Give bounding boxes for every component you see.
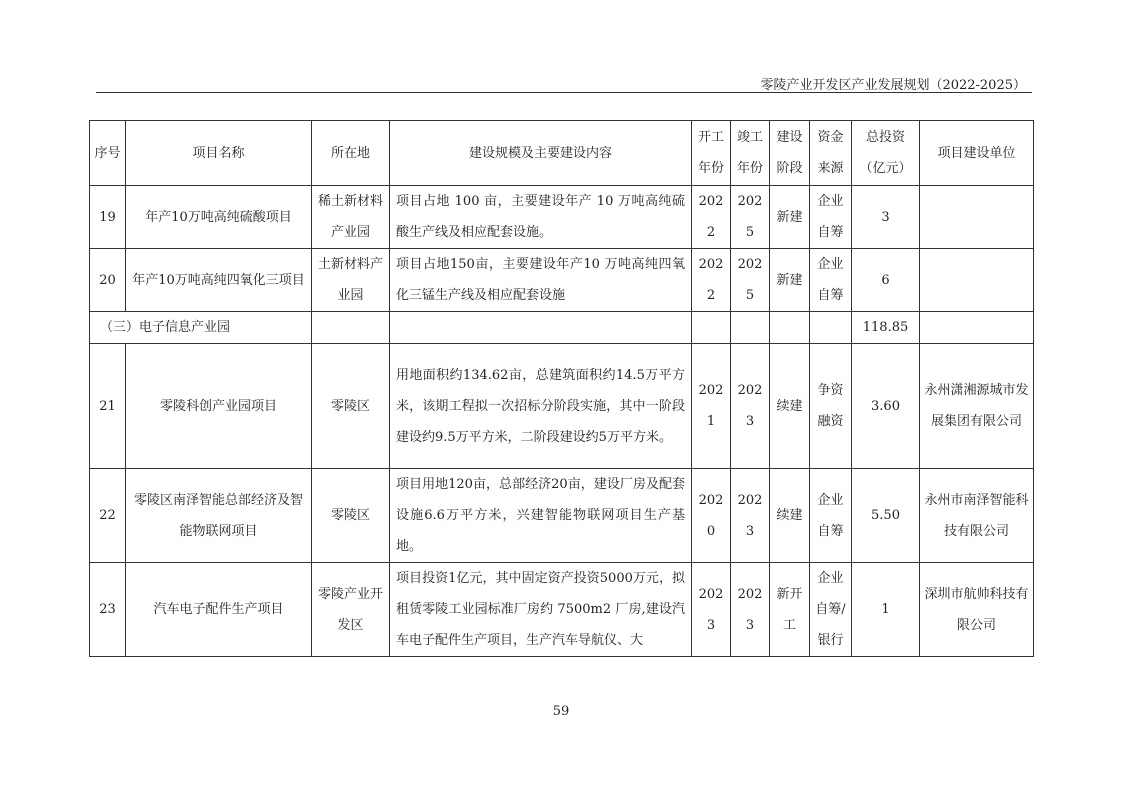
cell-no: 19 <box>90 186 126 249</box>
cell-unit: 深圳市航帅科技有限公司 <box>920 563 1034 657</box>
cell-location <box>312 312 390 344</box>
cell-fund: 企业自筹/银行 <box>810 563 852 657</box>
cell-stage: 新建 <box>770 249 810 312</box>
table-row <box>90 249 1034 312</box>
col-header-location: 所在地 <box>312 121 390 186</box>
cell-start-year <box>692 312 731 344</box>
cell-name: 汽车电子配件生产项目 <box>126 563 312 657</box>
category-title: （三）电子信息产业园 <box>90 312 312 344</box>
cell-fund <box>810 312 852 344</box>
col-header-content: 建设规模及主要建设内容 <box>390 121 692 186</box>
cell-no: 23 <box>90 563 126 657</box>
cell-start-year: 2020 <box>692 469 731 563</box>
col-header-fund: 资金来源 <box>810 121 852 186</box>
cell-end-year: 2025 <box>731 249 770 312</box>
cell-end-year: 2023 <box>731 344 770 469</box>
cell-name: 年产10万吨高纯四氧化三项目 <box>126 249 312 312</box>
cell-unit <box>920 186 1034 249</box>
cell-content: 项目用地120亩，总部经济20亩，建设厂房及配套设施6.6万平方米，兴建智能物联网项目生产基地。 <box>390 469 692 563</box>
cell-investment: 6 <box>852 249 920 312</box>
table-header-row <box>90 121 1034 186</box>
cell-end-year: 2023 <box>731 469 770 563</box>
cell-start-year: 2023 <box>692 563 731 657</box>
header-divider <box>96 92 1032 93</box>
cell-unit <box>920 249 1034 312</box>
category-row <box>90 312 1034 344</box>
cell-stage <box>770 312 810 344</box>
table-row <box>90 344 1034 469</box>
col-header-unit: 项目建设单位 <box>920 121 1034 186</box>
cell-location: 零陵区 <box>312 469 390 563</box>
col-header-stage: 建设阶段 <box>770 121 810 186</box>
col-header-no: 序号 <box>90 121 126 186</box>
cell-location: 土新材料产业园 <box>312 249 390 312</box>
document-header-title: 零陵产业开发区产业发展规划（2022-2025） <box>760 78 1026 93</box>
cell-no: 20 <box>90 249 126 312</box>
cell-stage: 续建 <box>770 469 810 563</box>
cell-location: 零陵区 <box>312 344 390 469</box>
cell-location: 零陵产业开发区 <box>312 563 390 657</box>
cell-unit <box>920 312 1034 344</box>
cell-fund: 企业自筹 <box>810 186 852 249</box>
col-header-name: 项目名称 <box>126 121 312 186</box>
page-number: 59 <box>552 704 570 719</box>
col-header-end-year: 竣工年份 <box>731 121 770 186</box>
table-row <box>90 469 1034 563</box>
cell-start-year: 2022 <box>692 186 731 249</box>
category-investment: 118.85 <box>852 312 920 344</box>
cell-start-year: 2022 <box>692 249 731 312</box>
cell-end-year: 2023 <box>731 563 770 657</box>
col-header-investment: 总投资（亿元） <box>852 121 920 186</box>
cell-content: 用地面积约134.62亩，总建筑面积约14.5万平方米，该期工程拟一次招标分阶段实施，其中一阶段建设约9.5万平方米，二阶段建设约5万平方米。 <box>390 344 692 469</box>
cell-stage: 续建 <box>770 344 810 469</box>
cell-name: 年产10万吨高纯硫酸项目 <box>126 186 312 249</box>
cell-fund: 企业自筹 <box>810 469 852 563</box>
cell-investment: 3 <box>852 186 920 249</box>
cell-content: 项目占地150亩，主要建设年产10 万吨高纯四氧化三锰生产线及相应配套设施 <box>390 249 692 312</box>
cell-location: 稀土新材料产业园 <box>312 186 390 249</box>
cell-name: 零陵科创产业园项目 <box>126 344 312 469</box>
col-header-start-year: 开工年份 <box>692 121 731 186</box>
cell-no: 22 <box>90 469 126 563</box>
cell-start-year: 2021 <box>692 344 731 469</box>
cell-investment: 1 <box>852 563 920 657</box>
cell-fund: 争资融资 <box>810 344 852 469</box>
table-row <box>90 563 1034 657</box>
cell-unit: 永州市南泽智能科技有限公司 <box>920 469 1034 563</box>
cell-content: 项目投资1亿元，其中固定资产投资5000万元，拟租赁零陵工业园标准厂房约 7500m2 厂房,建设汽车电子配件生产项目，生产汽车导航仪、大 <box>390 563 692 657</box>
cell-content: 项目占地 100 亩，主要建设年产 10 万吨高纯硫酸生产线及相应配套设施。 <box>390 186 692 249</box>
table-row <box>90 186 1034 249</box>
cell-fund: 企业自筹 <box>810 249 852 312</box>
cell-unit: 永州潇湘源城市发展集团有限公司 <box>920 344 1034 469</box>
cell-content <box>390 312 692 344</box>
cell-investment: 3.60 <box>852 344 920 469</box>
cell-stage: 新开工 <box>770 563 810 657</box>
cell-end-year: 2025 <box>731 186 770 249</box>
cell-name: 零陵区南泽智能总部经济及智能物联网项目 <box>126 469 312 563</box>
project-table <box>89 120 1034 657</box>
cell-no: 21 <box>90 344 126 469</box>
cell-stage: 新建 <box>770 186 810 249</box>
cell-end-year <box>731 312 770 344</box>
cell-investment: 5.50 <box>852 469 920 563</box>
